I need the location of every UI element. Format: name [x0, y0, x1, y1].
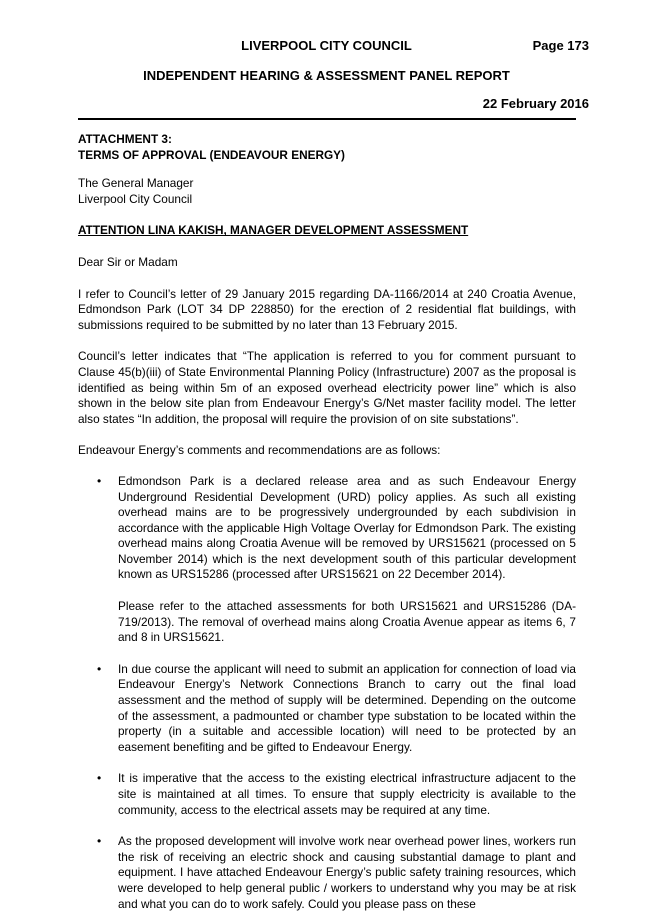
bullet-icon: • [97, 771, 102, 786]
recommendations-list [78, 474, 576, 912]
list-item-subparagraph: Please refer to the attached assessments for both URS15621 and URS15286 (DA-719/2013). The removal of overhead mains along Croatia Avenue appear as items 6, 7 and 8 in URS15621. [118, 599, 576, 645]
bullet-icon: • [97, 834, 102, 849]
attachment-title: TERMS OF APPROVAL (ENDEAVOUR ENERGY) [78, 147, 345, 162]
list-item [78, 662, 576, 756]
paragraph-1: I refer to Council’s letter of 29 January 2015 regarding DA-1166/2014 at 240 Croatia Avenue, Edmondson Park (LOT 34 DP 228850) for the erection of 2 residential flat buildings, with submissions required to be submitted by no later than 13 February 2015. [78, 286, 576, 332]
bullet-icon: • [97, 661, 102, 676]
list-item-text: It is imperative that the access to the existing electrical infrastructure adjacent to the site is maintained at all times. To ensure that supply electricity is available to the community, access to the electrical assets may be required at any time. [118, 771, 576, 817]
addressee-line-2: Liverpool City Council [78, 191, 193, 206]
paragraph-3: Endeavour Energy’s comments and recommendations are as follows: [78, 443, 441, 458]
attention-line: ATTENTION LINA KAKISH, MANAGER DEVELOPMENT ASSESSMENT [78, 223, 469, 238]
header-divider [78, 118, 576, 120]
report-title: INDEPENDENT HEARING & ASSESSMENT PANEL REPORT [143, 68, 510, 83]
list-item [78, 474, 576, 646]
list-item [78, 834, 576, 912]
list-item-text: Edmondson Park is a declared release area and as such Endeavour Energy Underground Residential Development (URD) policy applies. As such all existing overhead mains are to be progressively undergrounded by each subdivision in accordance with the applicable High Voltage Overlay for Edmondson Park. The existing overhead mains along Croatia Avenue will be removed by URS15621 (processed on 5 November 2014) which is the next development south of this particular development known as URS15286 (processed after URS15621 on 22 December 2014). [118, 473, 576, 582]
council-name: LIVERPOOL CITY COUNCIL [241, 38, 412, 53]
letter-body [78, 132, 576, 912]
list-item-text: As the proposed development will involve work near overhead power lines, workers run the risk of receiving an electric shock and causing substantial damage to plant and equipment. I have attached Endeavour Energy’s public safety training resources, which were developed to help general public / workers to understand why you may be at risk and what you can do to work safely. Could you please pass on these [118, 834, 576, 911]
attachment-heading [78, 132, 576, 163]
report-date: 22 February 2016 [482, 96, 589, 111]
addressee-block [78, 176, 576, 207]
page-number: Page 173 [532, 38, 589, 53]
list-item-text: In due course the applicant will need to submit an application for connection of load via Endeavour Energy’s Network Connections Branch to carry out the final load assessment and the method of supply will be determined. Depending on the outcome of the assessment, a padmounted or chamber type substation to be located within the property (in a suitable and accessible location) will need to be protected by an easement benefiting and be gifted to Endeavour Energy. [118, 661, 576, 754]
list-item [78, 771, 576, 818]
bullet-icon: • [97, 473, 102, 488]
salutation: Dear Sir or Madam [78, 254, 178, 269]
paragraph-2: Council’s letter indicates that “The application is referred to you for comment pursuant to Clause 45(b)(iii) of State Environmental Planning Policy (Infrastructure) 2007 as the proposal is identified as being within 5m of an exposed overhead electricity power line” which is also shown in the below site plan from Endeavour Energy’s G/Net master facility model. The letter also states “In addition, the proposal will require the provision of on site substations”. [78, 349, 576, 426]
attachment-number: ATTACHMENT 3: [78, 132, 172, 146]
addressee-line-1: The General Manager [78, 176, 194, 191]
